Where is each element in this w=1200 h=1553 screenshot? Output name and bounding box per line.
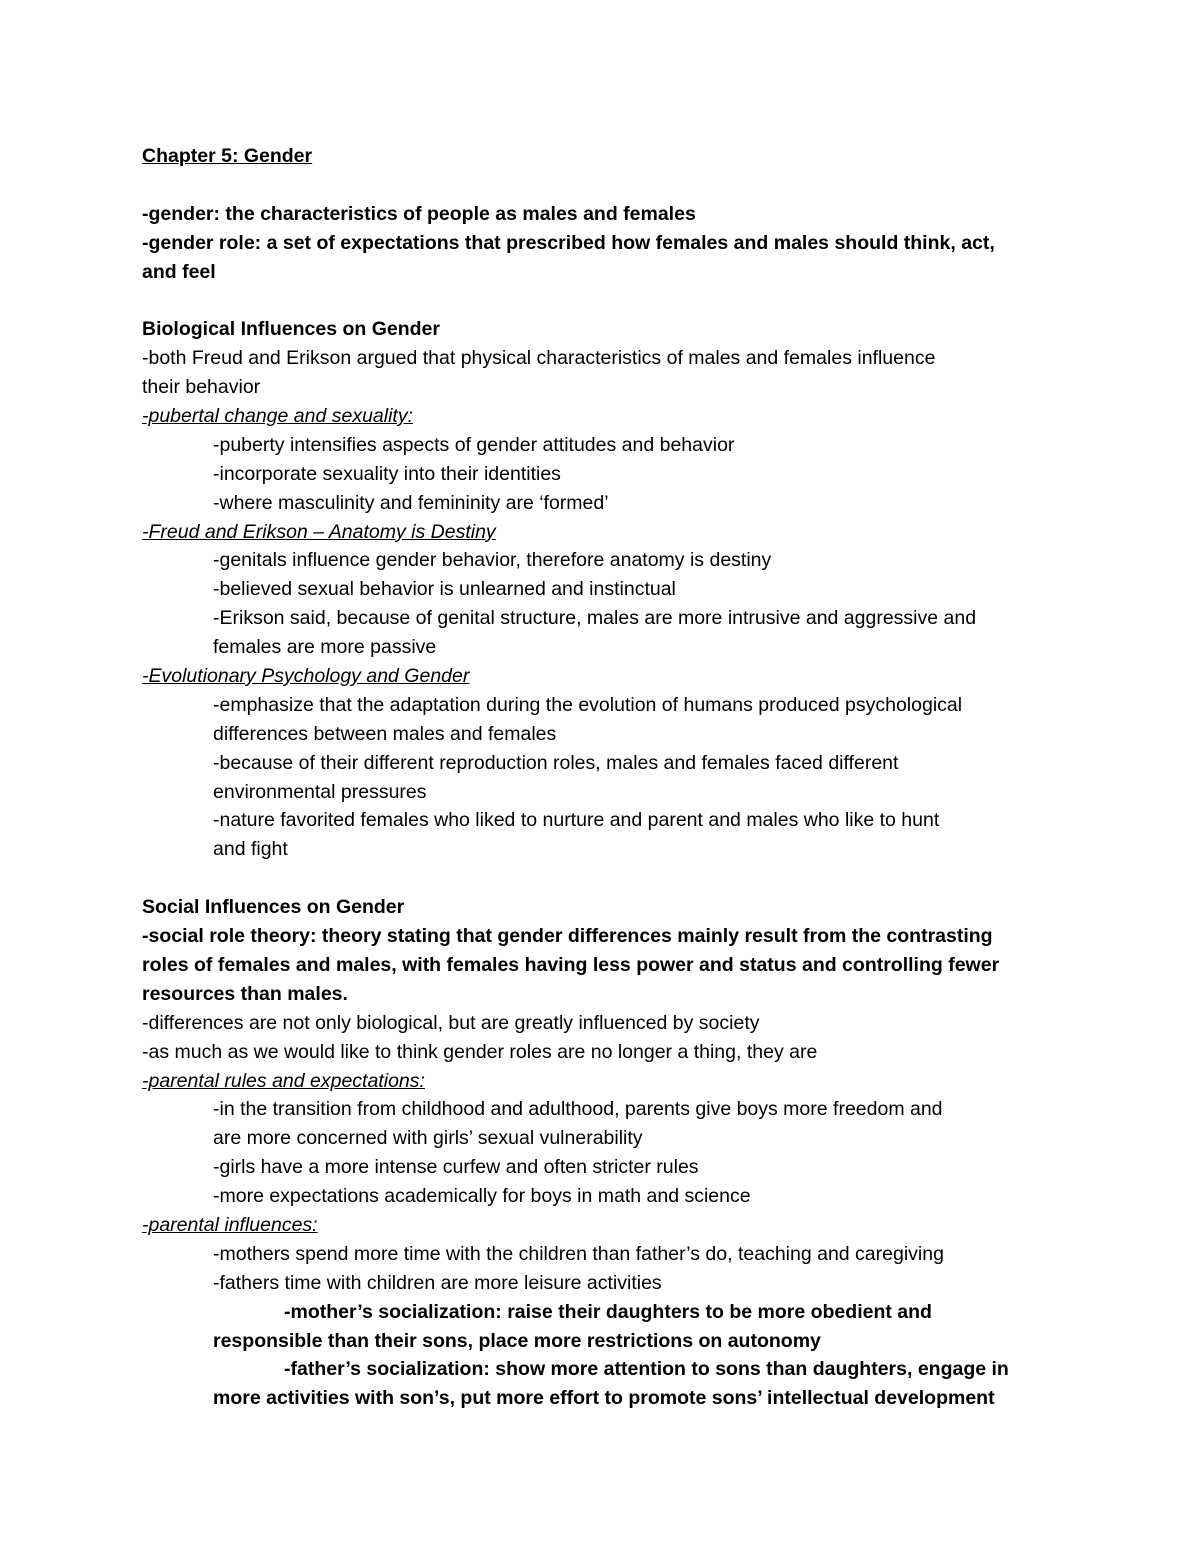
bullet-item: -incorporate sexuality into their identities [213, 462, 561, 485]
mother-socialization: -mother’s socialization: raise their daughters to be more obedient and [284, 1300, 932, 1323]
page-title: Chapter 5: Gender [142, 145, 313, 167]
father-socialization: -father’s socialization: show more attention to sons than daughters, engage in [284, 1358, 1009, 1381]
blank-line [142, 864, 1062, 893]
subheading-parental-rules: -parental rules and expectations: [142, 1069, 425, 1092]
bullet-item: -mothers spend more time with the children than father’s do, teaching and caregiving [213, 1242, 944, 1265]
bullet-item-cont: environmental pressures [213, 780, 427, 803]
bullet-item-cont: and fight [213, 838, 288, 861]
bullet-item: -genitals influence gender behavior, therefore anatomy is destiny [213, 549, 772, 572]
section-heading-social: Social Influences on Gender [142, 896, 405, 919]
subheading-pubertal: -pubertal change and sexuality: [142, 405, 414, 428]
blank-line [142, 286, 1062, 315]
bullet-item: -emphasize that the adaptation during the evolution of humans produced psychological [213, 693, 963, 716]
bullet-item: -in the transition from childhood and adulthood, parents give boys more freedom and [213, 1098, 943, 1121]
definition-gender-role-cont: and feel [142, 260, 216, 283]
social-role-theory-line: roles of females and males, with females having less power and status and controlling fewer [142, 953, 1000, 976]
bullet-item: -more expectations academically for boys in math and science [213, 1185, 751, 1208]
bullet-item: -girls have a more intense curfew and often stricter rules [213, 1156, 699, 1179]
blank-line [142, 171, 1062, 200]
bullet-item: -because of their different reproduction roles, males and females faced different [213, 751, 899, 774]
bullet-item: -puberty intensifies aspects of gender attitudes and behavior [213, 433, 735, 456]
mother-socialization-cont: responsible than their sons, place more restrictions on autonomy [213, 1329, 821, 1352]
subheading-freud-erikson: -Freud and Erikson – Anatomy is Destiny [142, 520, 496, 543]
bullet-item: -nature favorited females who liked to nurture and parent and males who like to hunt [213, 809, 940, 832]
biological-intro-line: -both Freud and Erikson argued that physical characteristics of males and females influence [142, 347, 936, 370]
biological-intro-line: their behavior [142, 376, 261, 399]
social-note: -as much as we would like to think gender roles are no longer a thing, they are [142, 1040, 818, 1063]
definition-gender: -gender: the characteristics of people as males and females [142, 202, 696, 225]
document-body [142, 142, 1062, 1413]
bullet-item: -fathers time with children are more leisure activities [213, 1271, 662, 1294]
social-role-theory-line: resources than males. [142, 982, 348, 1005]
bullet-item-cont: differences between males and females [213, 722, 557, 745]
definition-gender-role: -gender role: a set of expectations that prescribed how females and males should think, act, [142, 231, 995, 254]
bullet-item-cont: females are more passive [213, 636, 437, 659]
bullet-item: -where masculinity and femininity are ‘formed’ [213, 491, 609, 514]
bullet-item-cont: are more concerned with girls’ sexual vulnerability [213, 1127, 643, 1150]
subheading-evolutionary: -Evolutionary Psychology and Gender [142, 665, 470, 688]
section-heading-biological: Biological Influences on Gender [142, 318, 440, 341]
bullet-item: -believed sexual behavior is unlearned and instinctual [213, 578, 676, 601]
social-note: -differences are not only biological, but are greatly influenced by society [142, 1011, 760, 1034]
father-socialization-cont: more activities with son’s, put more effort to promote sons’ intellectual development [213, 1387, 995, 1410]
social-role-theory-line: -social role theory: theory stating that gender differences mainly result from the contrasting [142, 925, 993, 948]
bullet-item: -Erikson said, because of genital structure, males are more intrusive and aggressive and [213, 607, 977, 630]
subheading-parental-influences: -parental influences: [142, 1213, 318, 1236]
